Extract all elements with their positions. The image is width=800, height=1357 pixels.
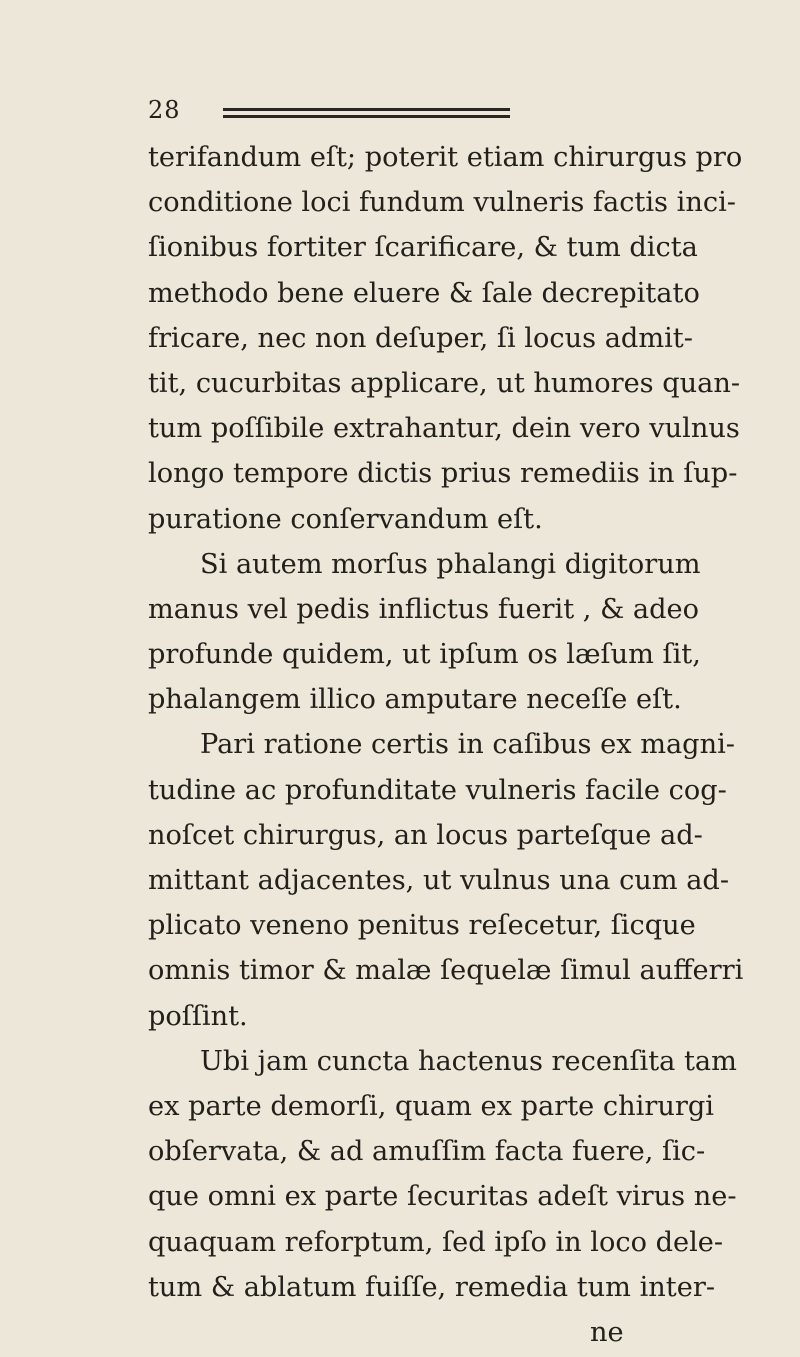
text-line: omnis timor & malæ ſequelæ ſimul aufferri bbox=[148, 955, 744, 987]
body-text bbox=[148, 135, 744, 1355]
header-rule bbox=[223, 108, 510, 118]
text-line: fricare, nec non deſuper, ſi locus admit- bbox=[148, 322, 693, 354]
paragraph-start-line: Pari ratione certis in caſibus ex magni- bbox=[200, 729, 735, 761]
catchword: ne bbox=[590, 1316, 624, 1348]
text-line: noſcet chirurgus, an locus parteſque ad- bbox=[148, 819, 703, 851]
paragraph-start-line: Si autem morſus phalangi digitorum bbox=[200, 548, 701, 580]
text-line: profunde quidem, ut ipſum os læſum ſit, bbox=[148, 639, 701, 671]
text-line: tit, cucurbitas applicare, ut humores quan- bbox=[148, 367, 741, 399]
text-line: que omni ex parte ſecuritas adeſt virus ne- bbox=[148, 1181, 737, 1213]
text-line: phalangem illico amputare neceſſe eſt. bbox=[148, 684, 682, 716]
text-line: ſionibus fortiter ſcarificare, & tum dicta bbox=[148, 232, 698, 264]
text-line: mittant adjacentes, ut vulnus una cum ad- bbox=[148, 865, 730, 896]
text-line: tudine ac profunditate vulneris facile cog- bbox=[148, 774, 727, 806]
text-line: poſſint. bbox=[148, 1000, 248, 1032]
text-line: puratione conſervandum eſt. bbox=[148, 503, 543, 535]
text-line: tum & ablatum fuiſſe, remedia tum inter- bbox=[148, 1271, 716, 1303]
paragraph-start-line: Ubi jam cuncta hactenus recenſita tam bbox=[200, 1045, 737, 1077]
text-line: quaquam reforptum, ſed ipſo in loco dele- bbox=[148, 1226, 724, 1258]
text-line: manus vel pedis inflictus fuerit , & adeo bbox=[148, 593, 699, 625]
text-line: longo tempore dictis prius remediis in ſup- bbox=[148, 458, 738, 490]
text-line: methodo bene eluere & ſale decrepitato bbox=[148, 277, 700, 309]
text-line: ex parte demorſi, quam ex parte chirurgi bbox=[148, 1090, 714, 1122]
page-number: 28 bbox=[148, 96, 181, 124]
text-line: terifandum eſt; poterit etiam chirurgus pro bbox=[148, 142, 743, 173]
text-line: obſervata, & ad amuſſim facta fuere, ſic- bbox=[148, 1136, 706, 1168]
text-line: plicato veneno penitus reſecetur, ſicque bbox=[148, 910, 696, 942]
text-line: tum poſſibile extrahantur, dein vero vulnus bbox=[148, 413, 740, 445]
text-line: conditione loci fundum vulneris factis inci- bbox=[148, 187, 736, 219]
